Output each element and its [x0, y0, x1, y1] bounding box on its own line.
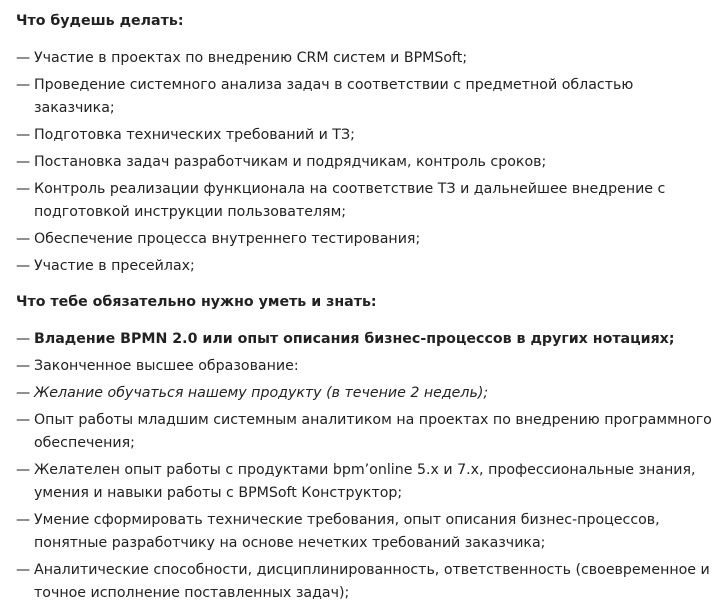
list-bullet: — — [16, 385, 31, 401]
list-item — [16, 178, 717, 224]
list-item-text: Участие в проектах по внедрению CRM систем и BPMSoft; — [34, 50, 468, 66]
list-bullet: — — [16, 154, 31, 170]
list-item-text: Аналитические способности, дисциплинированность, ответственность (своевременное и точное исполнение поставленных задач); — [34, 562, 710, 601]
list-item — [16, 255, 717, 278]
list-item-text: Умение сформировать технические требования, опыт описания бизнес-процессов, понятные разработчику на основе нечетких требований заказчика; — [34, 512, 660, 551]
list-item-text: Желателен опыт работы с продуктами bpm’online 5.x и 7.x, профессиональные знания, умения и навыки работы с BPMSoft Конструктор; — [34, 462, 696, 501]
list-item — [16, 228, 717, 251]
list-item — [16, 459, 717, 505]
list-item — [16, 74, 717, 120]
list-item — [16, 124, 717, 147]
list-bullet: — — [16, 127, 31, 143]
list-item-text: Постановка задач разработчикам и подрядчикам, контроль сроков; — [34, 154, 547, 170]
list-item-text: Опыт работы младшим системным аналитиком на проектах по внедрению программного обеспечения; — [34, 412, 712, 451]
list-bullet: — — [16, 512, 31, 528]
list-item — [16, 328, 717, 351]
list-item — [16, 151, 717, 174]
section-heading-duties: Что будешь делать: — [16, 13, 184, 29]
list-item — [16, 559, 717, 605]
list-bullet: — — [16, 462, 31, 478]
list-item-text: Обеспечение процесса внутреннего тестирования; — [34, 231, 421, 247]
list-bullet: — — [16, 412, 31, 428]
list-bullet: — — [16, 331, 31, 347]
list-item — [16, 509, 717, 555]
list-bullet: — — [16, 181, 31, 197]
list-bullet: — — [16, 77, 31, 93]
list-bullet: — — [16, 231, 31, 247]
list-item — [16, 382, 717, 405]
duties-list — [16, 47, 717, 278]
list-item-text: Желание обучаться нашему продукту (в течение 2 недель); — [34, 385, 489, 401]
list-item — [16, 409, 717, 455]
list-item-text: Участие в пресейлах; — [34, 258, 195, 274]
requirements-list — [16, 328, 717, 605]
list-item — [16, 47, 717, 70]
list-bullet: — — [16, 50, 31, 66]
list-item-text: Владение BPMN 2.0 или опыт описания бизнес-процессов в других нотациях; — [34, 331, 675, 347]
section-heading-requirements: Что тебе обязательно нужно уметь и знать: — [16, 294, 377, 310]
list-bullet: — — [16, 358, 31, 374]
list-item-text: Проведение системного анализа задач в соответствии с предметной областью заказчика; — [34, 77, 634, 116]
list-item — [16, 355, 717, 378]
list-bullet: — — [16, 562, 31, 578]
list-item-text: Контроль реализации функционала на соответствие ТЗ и дальнейшее внедрение с подготовкой инструкции пользователям; — [34, 181, 666, 220]
list-bullet: — — [16, 258, 31, 274]
list-item-text: Подготовка технических требований и ТЗ; — [34, 127, 355, 143]
list-item-text: Законченное высшее образование: — [34, 358, 299, 374]
